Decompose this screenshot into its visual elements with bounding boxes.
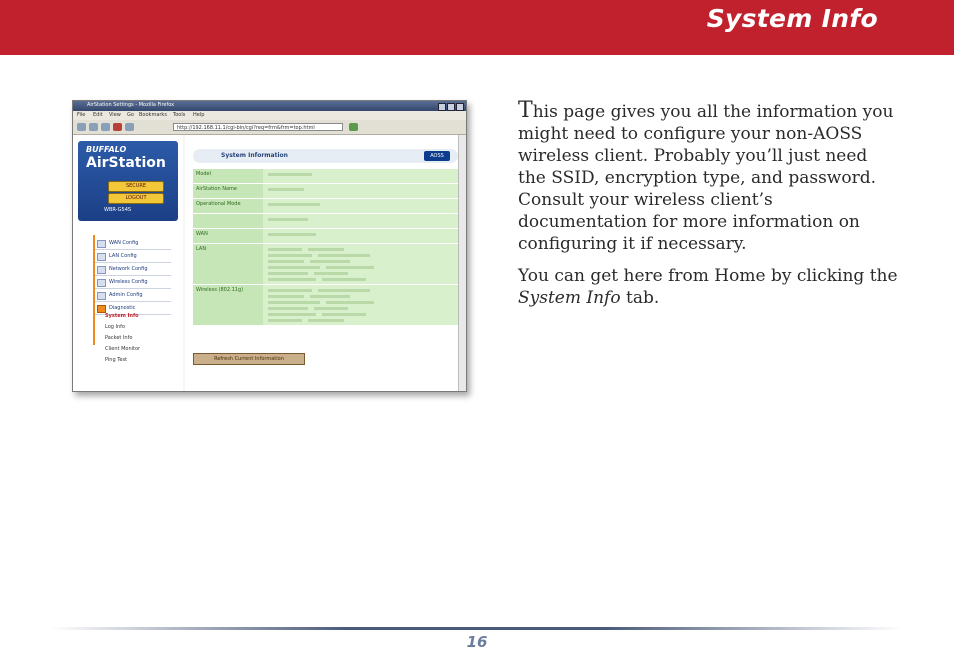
body-text: [518, 100, 898, 319]
router-screenshot: [72, 100, 467, 392]
address-bar: http://192.168.11.1/cgi-bin/cgi?req=frm&frm=top.html: [173, 123, 343, 131]
forward-icon: [89, 123, 98, 131]
info-row: [193, 229, 458, 244]
refresh-button: Refresh Current Information: [193, 353, 305, 365]
model-label: WBR-G54S: [104, 207, 132, 213]
router-sidebar: [73, 135, 183, 391]
info-row-label: [193, 214, 263, 228]
paragraph-navigation-after: tab.: [620, 288, 660, 308]
info-row-value: [265, 244, 458, 284]
logout-button: LOGOUT: [108, 193, 164, 204]
info-row-label: WAN: [193, 229, 263, 243]
menu-view: View: [109, 112, 121, 118]
info-row: [193, 285, 458, 326]
submenu-log-info: Log Info: [105, 324, 125, 330]
browser-menubar: [73, 111, 466, 120]
paragraph-intro-text: his page gives you all the information you might need to configure your non-AOSS wireless client. Probably you’ll just need the SSID, encryption type, and password. Consult your wireless client’s documentation for more information on configuring it if necessary.: [518, 102, 894, 254]
info-row-value: [265, 199, 458, 213]
menu-help: Help: [193, 112, 205, 118]
menu-item-diagnostic: Diagnostic: [95, 302, 171, 315]
minimize-icon: [438, 103, 446, 111]
info-row: [193, 214, 458, 229]
panel-title: System Information: [221, 152, 288, 159]
section-title: System Info: [706, 4, 878, 33]
info-row: [193, 169, 458, 184]
info-row: [193, 184, 458, 199]
info-row: [193, 199, 458, 214]
close-icon: [456, 103, 464, 111]
router-submenu: [105, 311, 175, 366]
logo-product: AirStation: [86, 155, 166, 171]
menu-item-lan: LAN Config: [95, 250, 171, 263]
browser-toolbar: [73, 120, 466, 135]
menu-item-wan: WAN Config: [95, 237, 171, 250]
maximize-icon: [447, 103, 455, 111]
info-row-label: Model: [193, 169, 263, 183]
submenu-ping-test: Ping Test: [105, 357, 128, 363]
menu-item-network: Network Config: [95, 263, 171, 276]
paragraph-navigation: [518, 265, 898, 309]
info-row-value: [265, 169, 458, 183]
go-icon: [349, 123, 358, 131]
submenu-client-monitor: Client Monitor: [105, 346, 141, 352]
browser-scrollbar: [458, 135, 466, 391]
back-icon: [77, 123, 86, 131]
system-info-table: [193, 169, 458, 326]
info-row: [193, 244, 458, 285]
info-row-label: Operational Mode: [193, 199, 263, 213]
panel-header: [193, 149, 458, 163]
logo-brand: BUFFALO: [86, 145, 127, 154]
info-row-value: [265, 229, 458, 243]
reload-icon: [101, 123, 110, 131]
info-row-label: AirStation Name: [193, 184, 263, 198]
router-menu: [95, 237, 171, 315]
page-number: 16: [466, 633, 488, 651]
aoss-badge: AOSS: [424, 151, 450, 161]
router-main-panel: [185, 135, 466, 391]
footer-rule: [50, 627, 902, 630]
browser-titlebar: [73, 101, 466, 111]
secure-button: SECURE: [108, 181, 164, 192]
buffalo-logo: [78, 141, 178, 221]
paragraph-navigation-before: You can get here from Home by clicking the: [518, 266, 898, 286]
menu-bookmarks: Bookmarks: [139, 112, 167, 118]
info-row-value: [265, 285, 458, 325]
system-info-tab-reference: System Info: [518, 288, 621, 308]
dropcap: T: [518, 98, 533, 123]
header-banner: [0, 0, 954, 55]
home-icon: [125, 123, 134, 131]
submenu-system-info: System Info: [105, 313, 139, 319]
menu-edit: Edit: [93, 112, 103, 118]
menu-file: File: [77, 112, 86, 118]
submenu-packet-info: Packet Info: [105, 335, 133, 341]
menu-go: Go: [127, 112, 134, 118]
stop-icon: [113, 123, 122, 131]
browser-window-title: AirStation Settings - Mozilla Firefox: [87, 102, 175, 108]
menu-tools: Tools: [173, 112, 186, 118]
info-row-label: LAN: [193, 244, 263, 284]
info-row-value: [265, 214, 458, 228]
menu-item-admin: Admin Config: [95, 289, 171, 302]
info-row-value: [265, 184, 458, 198]
menu-item-wireless: Wireless Config: [95, 276, 171, 289]
paragraph-intro: [518, 100, 898, 255]
info-row-label: Wireless (802.11g): [193, 285, 263, 325]
